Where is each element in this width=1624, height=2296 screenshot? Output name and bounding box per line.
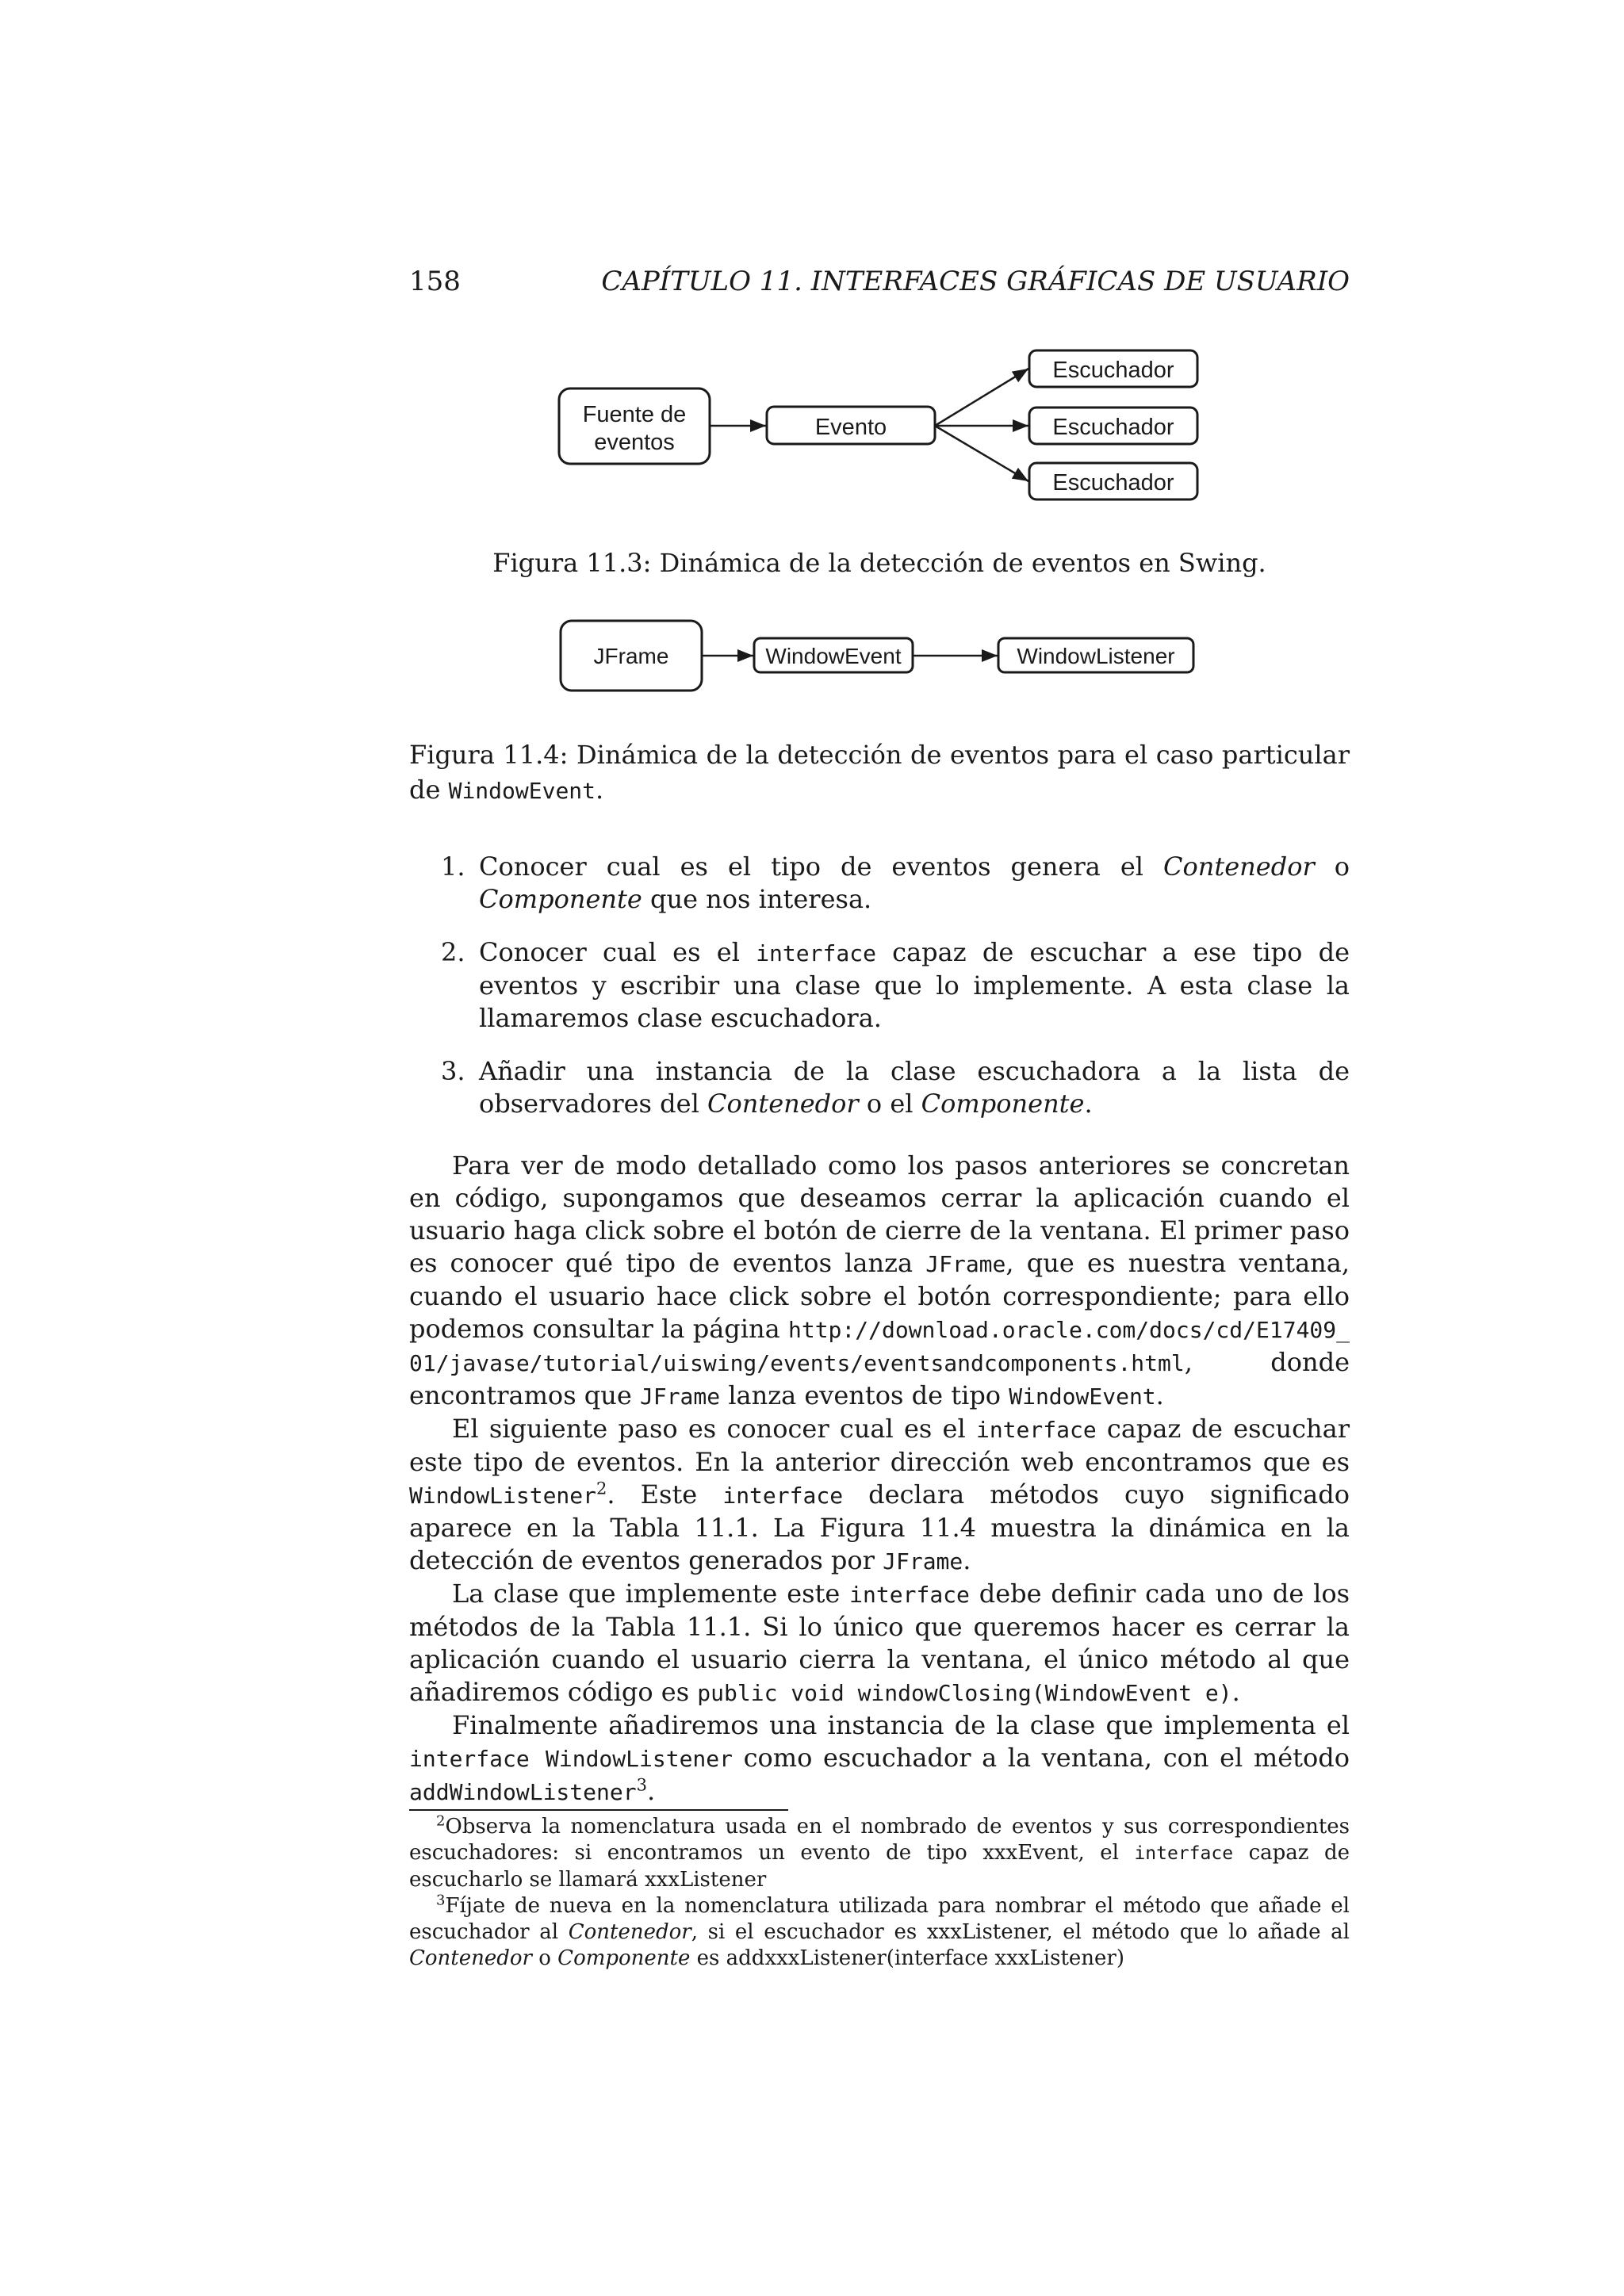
text-run: como escuchador a la ventana, con el método bbox=[733, 1743, 1350, 1773]
listener-2-label: Escuchador bbox=[1052, 415, 1174, 440]
text-run: Conocer cual es el bbox=[479, 937, 756, 967]
text-run: Observa la nomenclatura usada en el nombrado de eventos y sus correspondientes escuchadores: si encontramos un evento de tipo xxxEvent, el bbox=[409, 1815, 1350, 1865]
text-run: Fíjate de nueva en la nomenclatura utilizada para nombrar el método que añade el escuchador al bbox=[409, 1894, 1350, 1944]
inline-code: JFrame bbox=[883, 1548, 963, 1575]
list-item bbox=[409, 1055, 1350, 1120]
figure-11-4-caption-end: . bbox=[596, 775, 604, 805]
node-listener-2 bbox=[1029, 408, 1197, 444]
paragraph bbox=[409, 1413, 1350, 1578]
footnote-ref[interactable]: 2 bbox=[596, 1479, 607, 1498]
text-run: Finalmente añadiremos una instancia de la clase que implementa el bbox=[452, 1710, 1350, 1740]
footnote-rule bbox=[409, 1809, 788, 1811]
arrow-event-to-listener-1 bbox=[935, 369, 1028, 426]
footnote-mark: 2 bbox=[436, 1812, 446, 1830]
windowevent-label: WindowEvent bbox=[765, 644, 902, 668]
footnote-mark: 3 bbox=[436, 1892, 446, 1909]
text-run: o bbox=[1314, 851, 1350, 882]
body-text bbox=[409, 1150, 1350, 1808]
emphasis: Contenedor bbox=[1163, 851, 1315, 882]
node-event bbox=[767, 407, 935, 444]
text-run: declara métodos cuyo significado aparece en la Tabla 11.1. La Figura 11.4 muestra la dinámica en la detección de eventos generados por bbox=[409, 1479, 1350, 1575]
text-run: Para ver de modo detallado como los pasos anteriores se concretan en código, supongamos que deseamos cerrar la aplicación cuando el usuario haga click sobre el botón de cierre de la ventana. El primer paso es conocer qué tipo de eventos lanza bbox=[409, 1150, 1350, 1278]
figure-11-4-diagram bbox=[547, 610, 1221, 698]
text-run: . bbox=[1155, 1380, 1164, 1410]
emphasis: Contenedor bbox=[707, 1089, 859, 1119]
text-run: Añadir una instancia de la clase escuchadora a la lista de observadores del bbox=[479, 1056, 1350, 1119]
inline-code: interface bbox=[849, 1582, 970, 1608]
text-run: es addxxxListener(interface xxxListener) bbox=[690, 1946, 1125, 1970]
node-listener-1 bbox=[1029, 350, 1197, 387]
emphasis: Componente bbox=[557, 1946, 691, 1970]
node-windowevent bbox=[754, 638, 913, 672]
list-item bbox=[409, 936, 1350, 1035]
listener-1-label: Escuchador bbox=[1052, 358, 1174, 383]
text-run: o bbox=[531, 1946, 558, 1970]
text-run: . Este bbox=[607, 1479, 723, 1510]
figure-11-3-diagram bbox=[547, 337, 1221, 511]
text-run: . bbox=[963, 1545, 971, 1575]
event-label: Evento bbox=[814, 415, 887, 440]
text-run: . bbox=[1231, 1677, 1240, 1707]
text-run: El siguiente paso es conocer cual es el bbox=[452, 1414, 976, 1444]
text-run: lanza eventos de tipo bbox=[720, 1380, 1009, 1410]
event-source-label-line1: Fuente de bbox=[582, 402, 687, 427]
text-run: o el bbox=[858, 1089, 921, 1119]
emphasis: Contenedor bbox=[409, 1946, 532, 1970]
text-run: capaz de escuchar este tipo de eventos. En la anterior dirección web encontramos que es bbox=[409, 1414, 1350, 1477]
figure-11-4-caption-text: Figura 11.4: Dinámica de la detección de eventos para el caso particular de bbox=[409, 740, 1350, 805]
text-run: . bbox=[646, 1776, 656, 1806]
listener-3-label: Escuchador bbox=[1052, 470, 1174, 496]
emphasis: Componente bbox=[479, 884, 642, 914]
text-run: debe definir cada uno de los métodos de la Tabla 11.1. Si lo único que queremos hacer es cerrar la aplicación cuando el usuario cierra la ventana, el único método al que añadiremos código es bbox=[409, 1578, 1350, 1707]
inline-code: interface WindowListener bbox=[409, 1746, 733, 1772]
footnote-ref[interactable]: 3 bbox=[636, 1775, 647, 1795]
text-run: , donde encontramos que bbox=[409, 1347, 1350, 1410]
running-head bbox=[409, 262, 1350, 301]
text-run: , si el escuchador es xxxListener, el método que lo añade al bbox=[691, 1920, 1350, 1944]
footnote bbox=[409, 1893, 1350, 1972]
inline-code: interface bbox=[975, 1417, 1097, 1443]
footnote bbox=[409, 1814, 1350, 1893]
footnotes bbox=[409, 1814, 1350, 1972]
url-link[interactable]: http://download.oracle.com/docs/cd/E17409_01/javase/tutorial/uiswing/events/eventsandcomponents.html bbox=[409, 1317, 1350, 1376]
text-run: . bbox=[1084, 1089, 1093, 1119]
inline-code: addWindowListener bbox=[409, 1779, 637, 1805]
figure-11-4-caption-code: WindowEvent bbox=[448, 778, 596, 804]
figure-11-3-caption: Figura 11.3: Dinámica de la detección de eventos en Swing. bbox=[492, 548, 1266, 578]
event-source-label-line2: eventos bbox=[594, 430, 675, 455]
text-run: La clase que implemente este bbox=[452, 1578, 850, 1609]
text-run: capaz de escucharlo se llamará xxxListener bbox=[409, 1841, 1350, 1892]
list-item-number: 3. bbox=[441, 1056, 465, 1086]
chapter-title: CAPÍTULO 11. INTERFACES GRÁFICAS DE USUARIO bbox=[601, 266, 1350, 297]
emphasis: Componente bbox=[921, 1089, 1085, 1119]
inline-code: interface bbox=[756, 940, 876, 966]
paragraph bbox=[409, 1150, 1350, 1413]
inline-code: interface bbox=[722, 1483, 844, 1509]
inline-code: WindowListener bbox=[409, 1483, 597, 1509]
paragraph bbox=[409, 1709, 1350, 1808]
node-listener-3 bbox=[1029, 463, 1197, 499]
paragraph bbox=[409, 1578, 1350, 1709]
text-run: Conocer cual es el tipo de eventos genera el bbox=[479, 851, 1163, 882]
jframe-label: JFrame bbox=[593, 644, 669, 668]
text-run: , que es nuestra ventana, cuando el usuario hace click sobre el botón correspondiente; para ello podemos consultar la página bbox=[409, 1248, 1350, 1344]
list-item-number: 1. bbox=[441, 851, 465, 882]
steps-list bbox=[409, 851, 1350, 1141]
text-run: capaz de escuchar a ese tipo de eventos y escribir una clase que lo implemente. A esta clase la llamaremos clase escuchadora. bbox=[479, 937, 1350, 1033]
node-jframe bbox=[561, 621, 702, 691]
inline-code: JFrame bbox=[639, 1383, 721, 1410]
inline-code: JFrame bbox=[925, 1251, 1006, 1277]
figure-11-4-caption bbox=[409, 737, 1350, 809]
node-event-source bbox=[559, 388, 710, 464]
windowlistener-label: WindowListener bbox=[1017, 644, 1175, 668]
inline-code: public void windowClosing(WindowEvent e) bbox=[697, 1680, 1232, 1706]
list-item bbox=[409, 851, 1350, 916]
page-number: 158 bbox=[409, 266, 461, 297]
text-run: que nos interesa. bbox=[642, 884, 872, 914]
list-item-number: 2. bbox=[441, 937, 465, 967]
inline-code: WindowEvent bbox=[1009, 1383, 1156, 1410]
node-windowlistener bbox=[998, 638, 1193, 672]
inline-code: interface bbox=[1134, 1843, 1234, 1864]
emphasis: Contenedor bbox=[568, 1920, 691, 1944]
arrow-event-to-listener-3 bbox=[935, 426, 1028, 481]
